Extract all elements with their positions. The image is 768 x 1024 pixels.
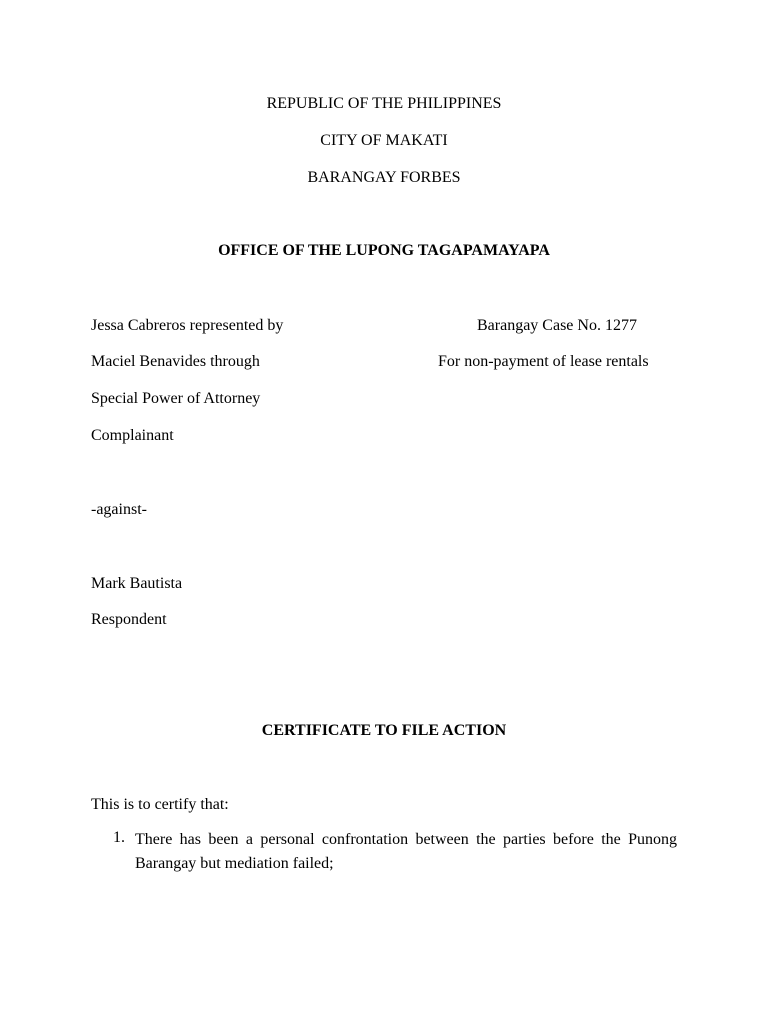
- complainant-line-1: Jessa Cabreros represented by: [91, 317, 284, 334]
- respondent-label: Respondent: [91, 611, 167, 628]
- versus-label: -against-: [91, 501, 147, 518]
- case-subject: For non-payment of lease rentals: [438, 353, 649, 370]
- complainant-label: Complainant: [91, 427, 174, 444]
- case-number: Barangay Case No. 1277: [477, 317, 637, 334]
- complainant-line-2: Maciel Benavides through: [91, 353, 260, 370]
- header-republic: REPUBLIC OF THE PHILIPPINES: [266, 95, 502, 112]
- header-barangay: BARANGAY FORBES: [307, 169, 461, 186]
- list-item-number: 1.: [113, 829, 125, 846]
- office-title: OFFICE OF THE LUPONG TAGAPAMAYAPA: [218, 242, 550, 259]
- list-item-text: There has been a personal confrontation between the parties before the Punong Barangay but mediation failed;: [135, 831, 677, 872]
- certificate-intro: This is to certify that:: [91, 796, 229, 813]
- complainant-line-3: Special Power of Attorney: [91, 390, 261, 407]
- certificate-title: CERTIFICATE TO FILE ACTION: [261, 722, 507, 739]
- respondent-name: Mark Bautista: [91, 575, 183, 592]
- header-city: CITY OF MAKATI: [320, 132, 448, 149]
